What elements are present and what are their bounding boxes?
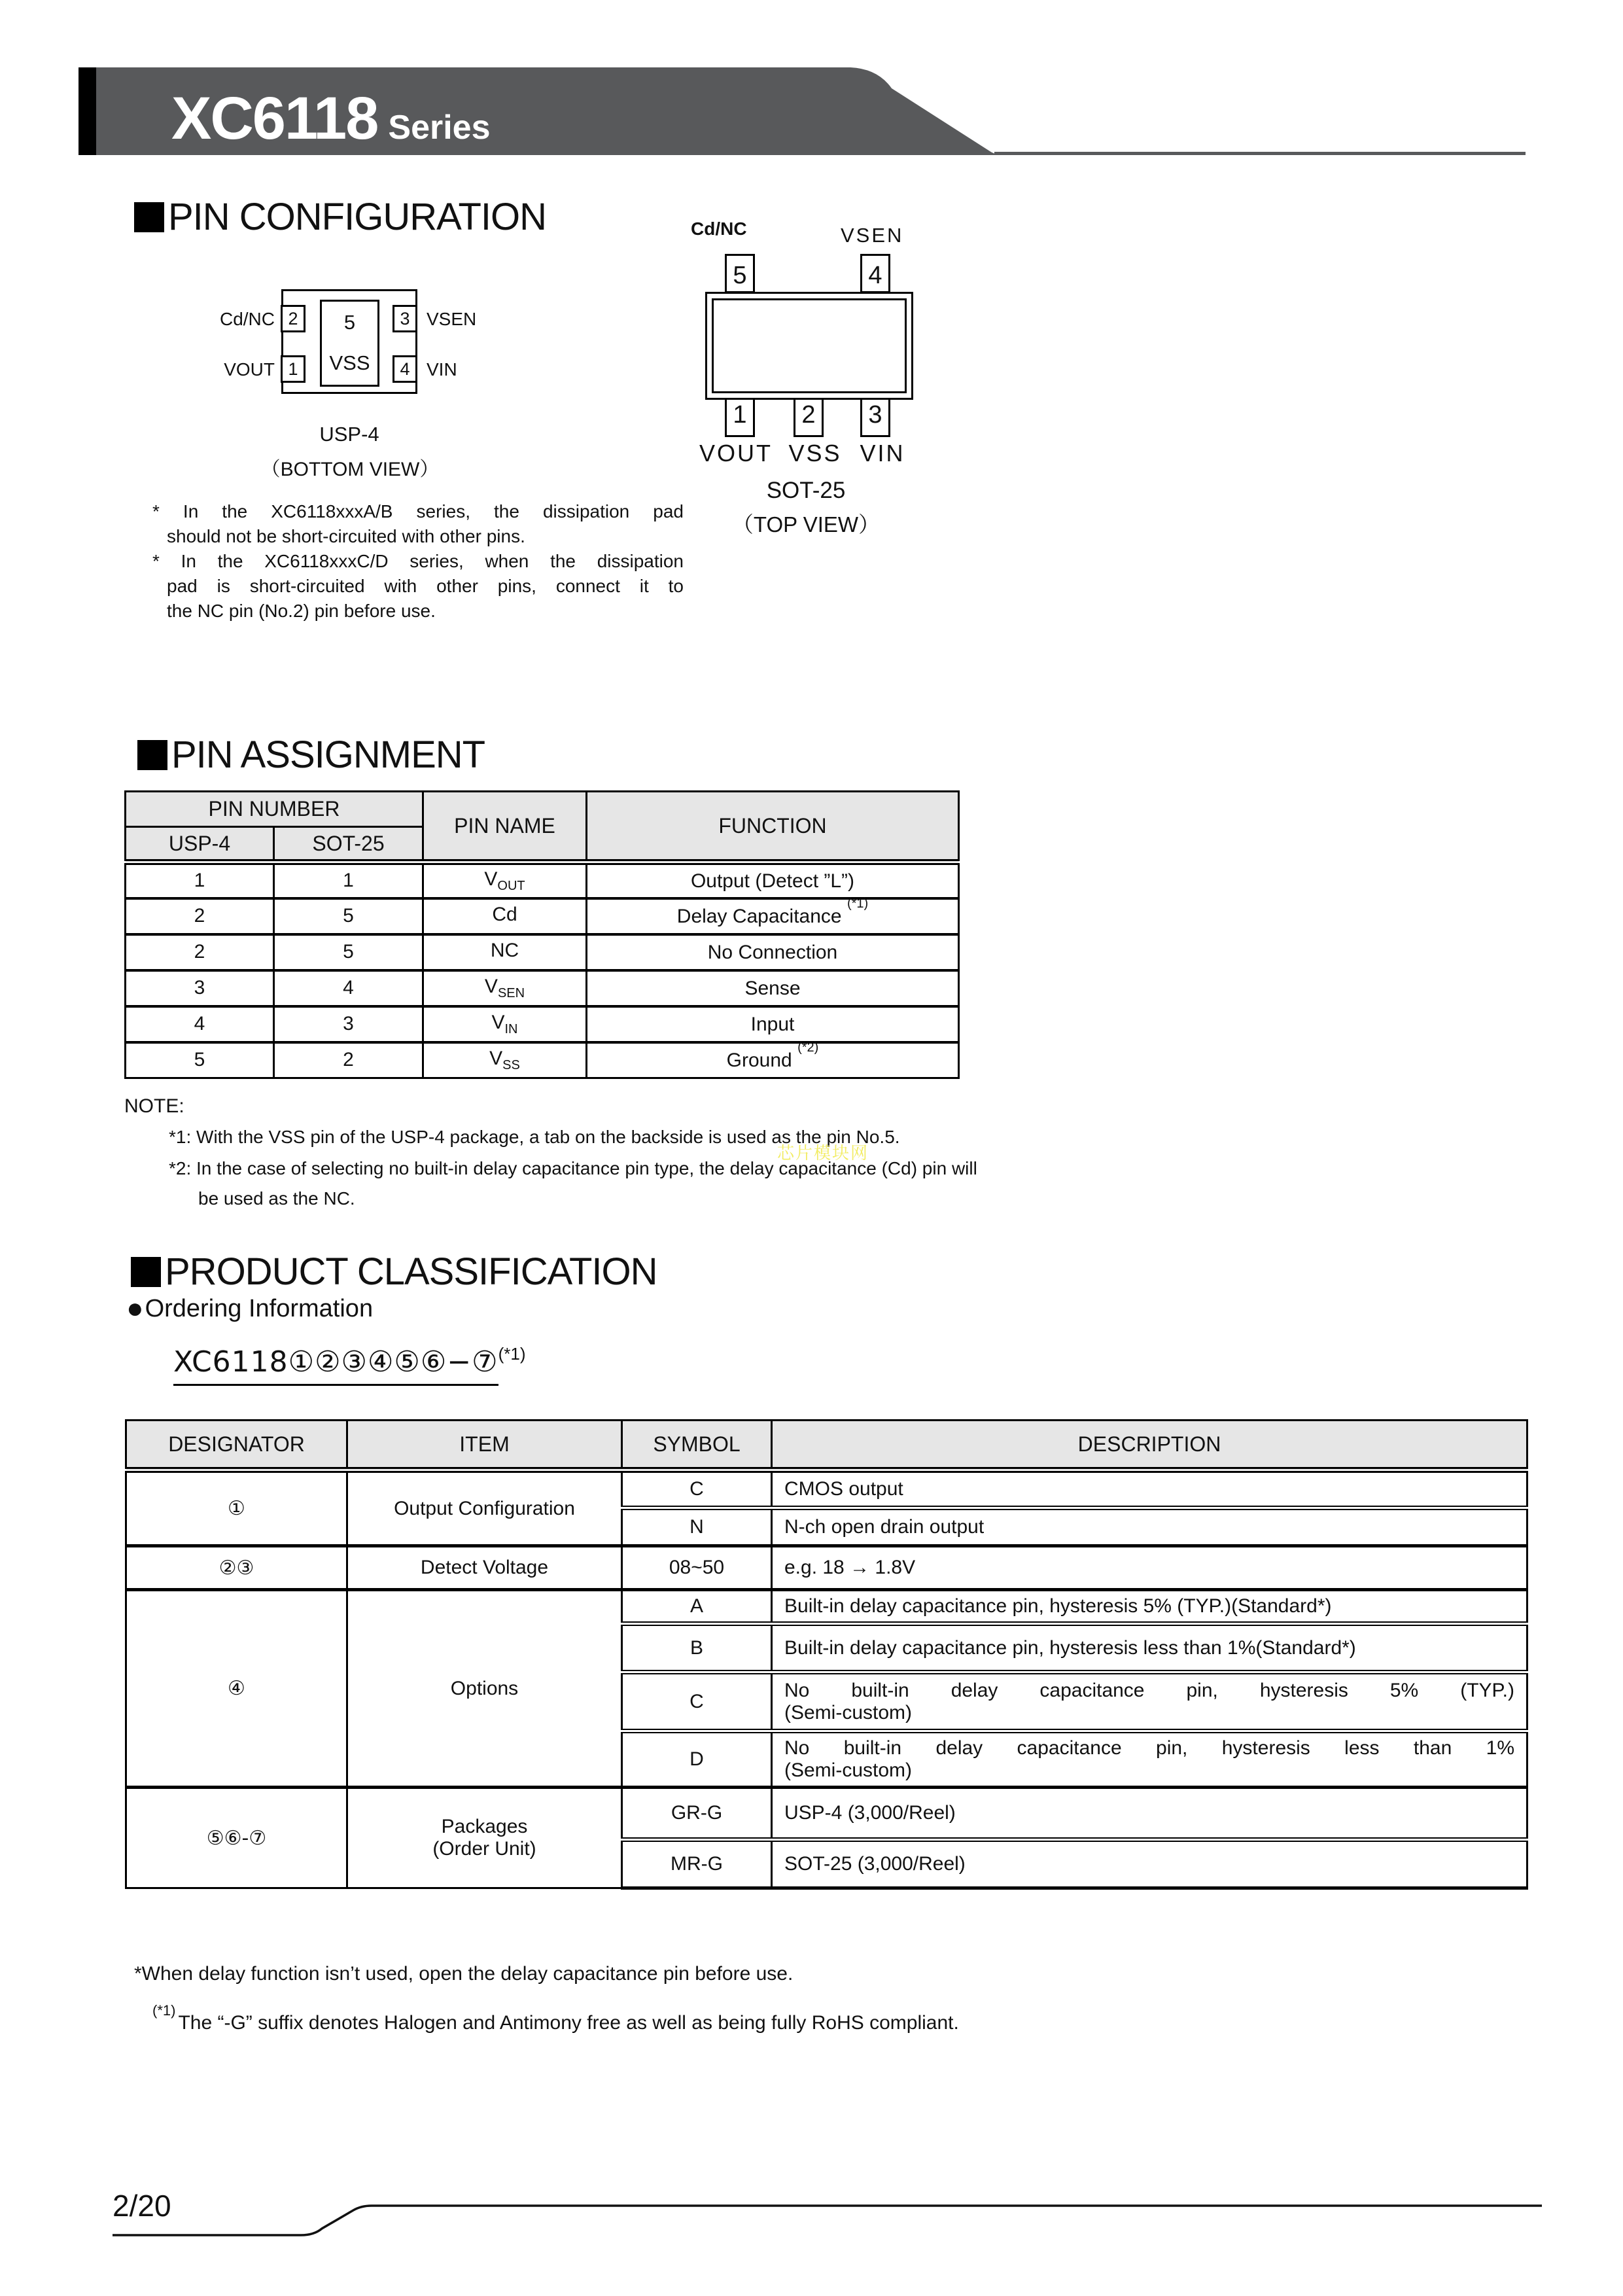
cell-function <box>587 970 959 1006</box>
section-square-icon <box>134 202 164 232</box>
note-1: *1: With the VSS pin of the USP-4 package, a tab on the backside is used as the pin No.5. <box>169 1127 900 1147</box>
col-header-description: DESCRIPTION <box>772 1421 1527 1470</box>
watermark-text: 芯片模块网 <box>777 1144 869 1163</box>
usp4-pin-3: 3 <box>393 305 417 332</box>
function-text: Input <box>750 1014 795 1035</box>
cell-description: SOT-25 (3,000/Reel) <box>772 1840 1527 1888</box>
usp4-pin-4: 4 <box>393 355 417 383</box>
usp4-pad-number: 5 <box>343 311 356 334</box>
section-square-icon <box>137 740 167 770</box>
usp4-label-vout: VOUT <box>224 359 275 380</box>
pin-configuration-heading <box>134 195 546 239</box>
pin-name: NC <box>490 939 519 961</box>
table-row <box>126 1470 1527 1508</box>
cell-pin-name <box>423 1006 587 1042</box>
sot25-label-cdnc: Cd/NC <box>691 219 747 239</box>
description-line: (Semi-custom) <box>784 1701 913 1723</box>
product-classification-title: PRODUCT CLASSIFICATION <box>165 1250 657 1293</box>
col-header-function: FUNCTION <box>587 792 959 862</box>
sot25-pin-3: 3 <box>860 398 890 437</box>
sot25-pin-1: 1 <box>725 398 755 437</box>
table-row <box>126 1042 959 1078</box>
item-line: (Order Unit) <box>432 1838 536 1860</box>
table-row <box>126 970 959 1006</box>
cell-symbol: N <box>622 1508 772 1546</box>
cell-sot25: 1 <box>274 862 423 898</box>
cell-pin-name <box>423 970 587 1006</box>
cell-symbol: A <box>622 1590 772 1624</box>
cell-usp4: 2 <box>126 934 274 970</box>
note-2-cont: be used as the NC. <box>198 1188 355 1209</box>
pin-name: V <box>484 975 498 997</box>
footnote-text: The “-G” suffix denotes Halogen and Antimony free as well as being fully RoHS compliant. <box>178 2012 959 2034</box>
table-row <box>126 934 959 970</box>
cell-description: e.g. 18 → 1.8V <box>772 1546 1527 1590</box>
function-text: No Connection <box>707 942 838 963</box>
note-line: * In the XC6118xxxC/D series, when the dissipation <box>152 551 684 571</box>
cell-sot25: 4 <box>274 970 423 1006</box>
cell-sot25: 5 <box>274 934 423 970</box>
note-line: * In the XC6118xxxA/B series, the dissipation pad <box>152 501 684 521</box>
function-text: Sense <box>744 978 801 999</box>
pin-name-sub: OUT <box>497 878 525 893</box>
cell-symbol: 08~50 <box>622 1546 772 1590</box>
page-number: 2/20 <box>113 2189 171 2223</box>
cell-description: Built-in delay capacitance pin, hysteresis 5% (TYP.)(Standard*) <box>772 1590 1527 1624</box>
product-classification-table <box>125 1419 1528 1890</box>
sot25-pin-4: 4 <box>860 254 890 293</box>
sot25-label-vin: VIN <box>860 440 905 467</box>
cell-designator: ① <box>126 1470 347 1546</box>
col-header-sot25: SOT-25 <box>274 827 423 862</box>
cell-description: N-ch open drain output <box>772 1508 1527 1546</box>
sot25-label-vss: VSS <box>788 440 842 467</box>
pin-name-sub: IN <box>504 1021 518 1036</box>
cell-item: Output Configuration <box>347 1470 622 1546</box>
note-2: *2: In the case of selecting no built-in delay capacitance pin type, the delay capacitance (Cd) pin will <box>169 1158 977 1178</box>
cell-sot25: 2 <box>274 1042 423 1078</box>
cell-function <box>587 898 959 934</box>
pin-name: V <box>484 868 498 890</box>
cell-sot25: 5 <box>274 898 423 934</box>
cell-designator: ②③ <box>126 1546 347 1590</box>
table-row <box>126 1590 1527 1624</box>
pin-name-sub: SS <box>502 1057 520 1072</box>
table-row <box>126 1006 959 1042</box>
cell-symbol: C <box>622 1470 772 1508</box>
ordering-code-footref: (*1) <box>498 1344 526 1364</box>
cell-usp4: 1 <box>126 862 274 898</box>
cell-designator: ④ <box>126 1590 347 1788</box>
note-line: the NC pin (No.2) pin before use. <box>167 601 436 621</box>
cell-function <box>587 934 959 970</box>
usp4-view-label: （BOTTOM VIEW） <box>260 459 440 480</box>
footnote-delay: *When delay function isn’t used, open the delay capacitance pin before use. <box>134 1963 794 1985</box>
cell-description: Built-in delay capacitance pin, hysteresis less than 1%(Standard*) <box>772 1624 1527 1672</box>
cell-pin-name <box>423 934 587 970</box>
cell-description: CMOS output <box>772 1470 1527 1508</box>
ordering-code: XC6118①②③④⑤⑥−⑦ <box>173 1345 498 1386</box>
usp4-pin-1: 1 <box>281 355 305 383</box>
note-line: should not be short-circuited with other pins. <box>167 526 525 546</box>
function-footref: (*1) <box>846 896 869 911</box>
table-row <box>126 1546 1527 1590</box>
cell-item: Options <box>347 1590 622 1788</box>
cell-pin-name <box>423 898 587 934</box>
col-header-pin-name: PIN NAME <box>423 792 587 862</box>
col-header-pin-number: PIN NUMBER <box>126 792 423 827</box>
cell-pin-name <box>423 1042 587 1078</box>
usp4-label-cdnc: Cd/NC <box>219 309 275 329</box>
function-text: Ground <box>726 1050 798 1072</box>
description-line: No built-in delay capacitance pin, hysteresis less than 1% <box>784 1737 1514 1759</box>
cell-description: USP-4 (3,000/Reel) <box>772 1788 1527 1840</box>
usp4-pin-2: 2 <box>281 305 305 332</box>
table-row <box>126 862 959 898</box>
section-square-icon <box>131 1257 161 1287</box>
pin-assignment-title: PIN ASSIGNMENT <box>171 733 485 776</box>
sot25-package-name: SOT-25 <box>766 478 846 503</box>
function-text: Delay Capacitance <box>676 906 847 927</box>
ordering-information-label: Ordering Information <box>145 1294 374 1322</box>
pin-name: V <box>489 1047 503 1069</box>
description-line: (Semi-custom) <box>784 1759 913 1781</box>
description-line: No built-in delay capacitance pin, hysteresis 5% (TYP.) <box>784 1679 1514 1701</box>
cell-function <box>587 1006 959 1042</box>
cell-symbol: C <box>622 1672 772 1731</box>
ordering-code-line <box>173 1345 526 1379</box>
usp4-label-vin: VIN <box>427 359 457 380</box>
col-header-symbol: SYMBOL <box>622 1421 772 1470</box>
cell-symbol: MR-G <box>622 1840 772 1888</box>
usp4-center-pad <box>320 300 379 387</box>
note-line: pad is short-circuited with other pins, connect it to <box>167 576 684 596</box>
pin-configuration-title: PIN CONFIGURATION <box>168 196 547 238</box>
col-header-designator: DESIGNATOR <box>126 1421 347 1470</box>
bullet-icon: ● <box>126 1292 144 1324</box>
series-title: XC6118 <box>171 84 378 152</box>
sot25-label-vout: VOUT <box>699 440 773 467</box>
item-line: Packages <box>441 1816 528 1837</box>
product-classification-heading <box>131 1250 657 1294</box>
cell-description <box>772 1731 1527 1788</box>
cell-symbol: B <box>622 1624 772 1672</box>
footnote-ref: (*1) <box>152 2002 176 2019</box>
note-label: NOTE: <box>124 1095 184 1117</box>
cell-pin-name <box>423 862 587 898</box>
cell-usp4: 2 <box>126 898 274 934</box>
cell-usp4: 5 <box>126 1042 274 1078</box>
cell-usp4: 4 <box>126 1006 274 1042</box>
col-header-usp4: USP-4 <box>126 827 274 862</box>
usp4-package-name: USP-4 <box>319 423 379 446</box>
cell-function <box>587 1042 959 1078</box>
usp4-label-vsen: VSEN <box>427 309 477 329</box>
table-row <box>126 898 959 934</box>
table-row <box>126 1788 1527 1840</box>
pin-name: Cd <box>492 903 517 925</box>
cell-symbol: D <box>622 1731 772 1788</box>
pin-assignment-heading <box>137 733 485 777</box>
cell-item <box>347 1788 622 1888</box>
function-footref: (*2) <box>797 1040 819 1055</box>
pin-assignment-table <box>124 790 960 1079</box>
cell-usp4: 3 <box>126 970 274 1006</box>
series-subtitle: Series <box>388 109 491 147</box>
usp4-pad-name: VSS <box>329 351 370 374</box>
cell-function <box>587 862 959 898</box>
footnote-g-suffix <box>152 2002 959 2034</box>
pin-configuration-notes <box>152 499 684 624</box>
pin-name-sub: SEN <box>497 985 525 1000</box>
cell-sot25: 3 <box>274 1006 423 1042</box>
cell-designator: ⑤⑥-⑦ <box>126 1788 347 1888</box>
footer-rule <box>0 2197 1623 2250</box>
sot25-body-inner-outline <box>712 298 907 393</box>
col-header-item: ITEM <box>347 1421 622 1470</box>
cell-description <box>772 1672 1527 1731</box>
sot25-pin-2: 2 <box>794 398 824 437</box>
cell-item: Detect Voltage <box>347 1546 622 1590</box>
pin-name: V <box>491 1011 505 1033</box>
cell-symbol: GR-G <box>622 1788 772 1840</box>
function-text: Output (Detect ”L”) <box>690 870 855 892</box>
header-title-block <box>79 67 850 155</box>
sot25-view-label: （TOP VIEW） <box>731 512 881 537</box>
sot25-label-vsen: VSEN <box>841 224 904 247</box>
ordering-information-heading <box>126 1294 373 1323</box>
sot25-pin-5: 5 <box>725 254 755 293</box>
